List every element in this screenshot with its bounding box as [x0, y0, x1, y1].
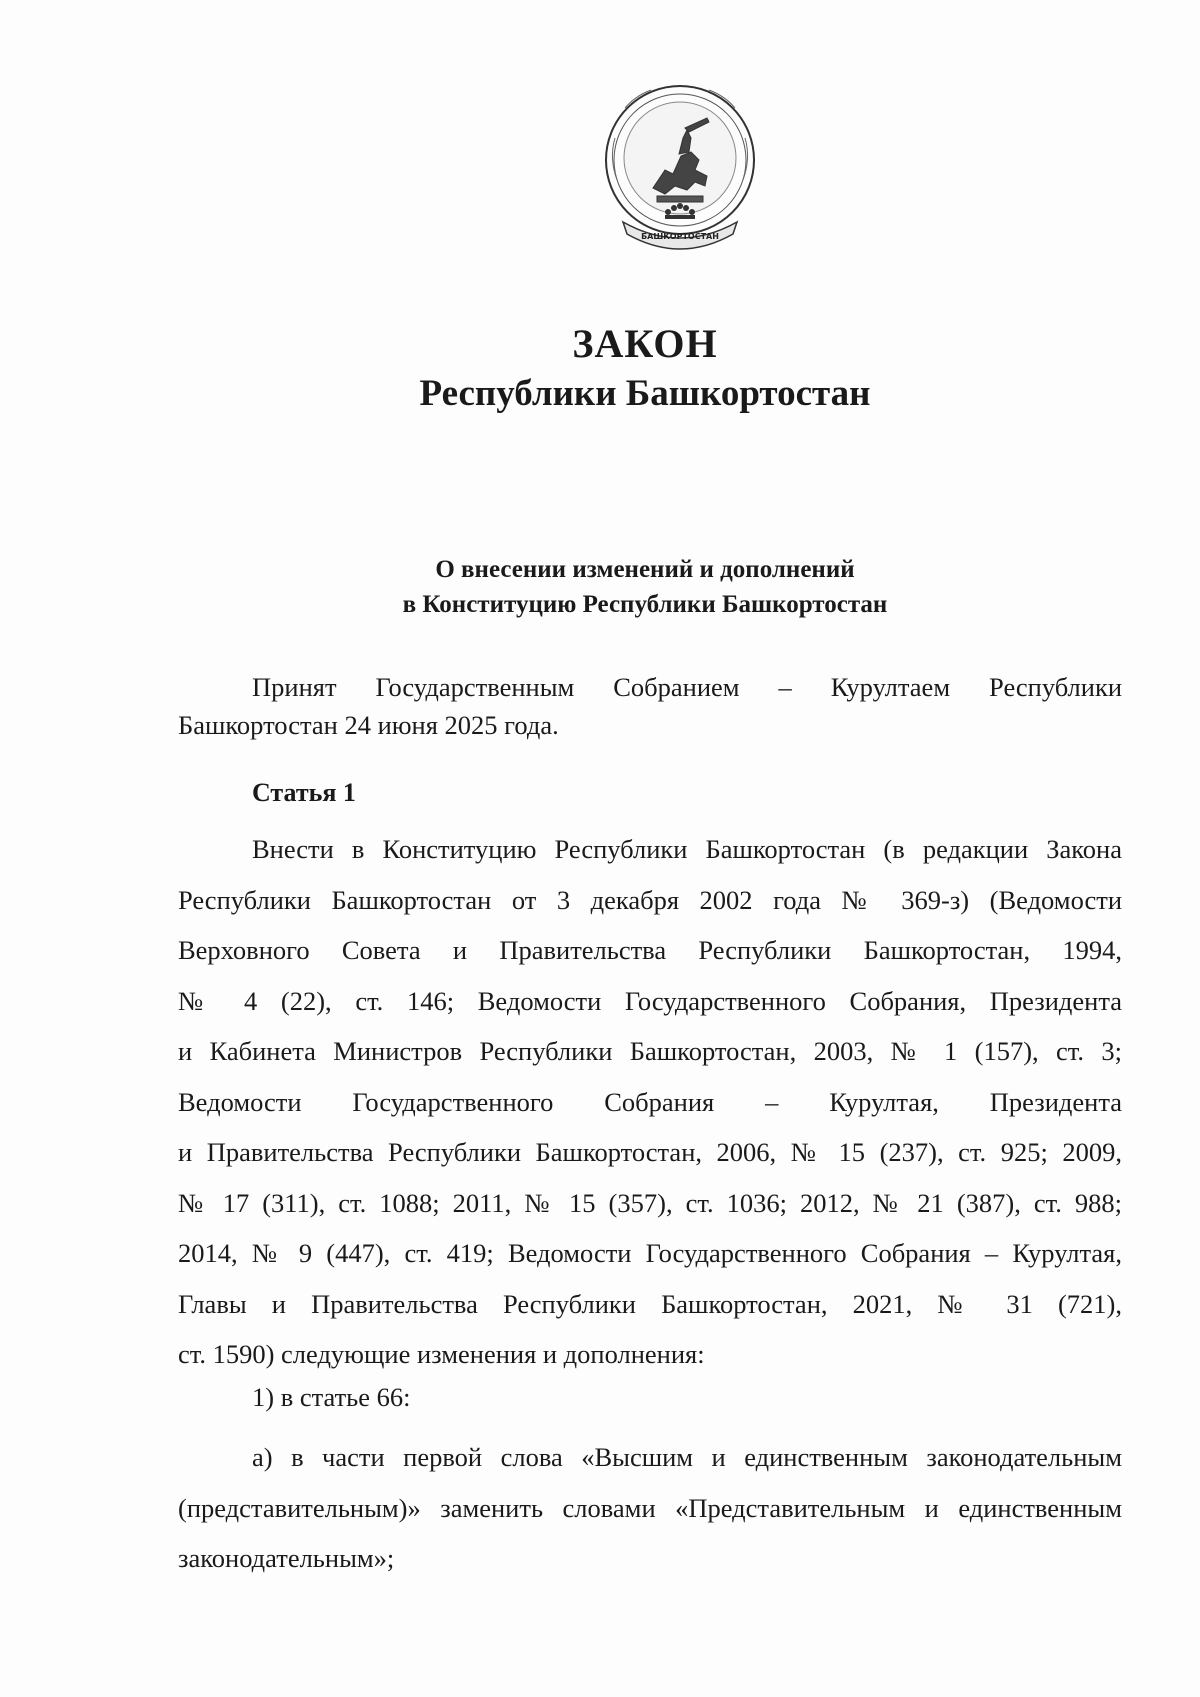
- article-line: 2014, № 9 (447), ст. 419; Ведомости Государственного Собрания – Курултая,: [178, 1238, 1122, 1268]
- article-line: Верховного Совета и Правительства Республики Башкортостан, 1994,: [178, 935, 1122, 965]
- bashkortostan-coat-of-arms-icon: [595, 78, 765, 256]
- article-heading: Статья 1: [252, 778, 356, 807]
- article-line: Главы и Правительства Республики Башкортостан, 2021, № 31 (721),: [178, 1288, 1122, 1319]
- emblem-ribbon-text: БАШКОРТОСТАН: [641, 232, 719, 241]
- article-line: Внести в Конституцию Республики Башкортостан (в редакции Закона: [252, 834, 1122, 864]
- list-item-1: 1) в статье 66:: [252, 1382, 411, 1412]
- item-a-line: а) в части первой слова «Высшим и единственным законодательным: [252, 1442, 1122, 1472]
- item-a-line: законодательным»;: [178, 1543, 395, 1573]
- article-body: [178, 824, 1122, 1380]
- law-subject: [0, 552, 1200, 622]
- document-title: ЗАКОН: [572, 321, 718, 366]
- law-subject-line-1: О внесении изменений и дополнений: [435, 556, 855, 583]
- adoption-line-1: Принят Государственным Собранием – Курултаем Республики: [252, 672, 1122, 702]
- article-line: и Кабинета Министров Республики Башкортостан, 2003, № 1 (157), ст. 3;: [178, 1036, 1122, 1066]
- article-line: № 4 (22), ст. 146; Ведомости Государственного Собрания, Президента: [178, 985, 1122, 1016]
- article-line: ст. 1590) следующие изменения и дополнения:: [178, 1339, 705, 1369]
- article-line: Ведомости Государственного Собрания – Курултая, Президента: [178, 1086, 1122, 1117]
- document-subtitle: Республики Башкортостан: [419, 373, 871, 414]
- list-item-a: [178, 1432, 1122, 1584]
- adoption-note: [178, 668, 1122, 744]
- item-a-line: (представительным)» заменить словами «Представительным и единственным: [178, 1492, 1122, 1523]
- article-line: и Правительства Республики Башкортостан, 2006, № 15 (237), ст. 925; 2009,: [178, 1137, 1122, 1167]
- law-subject-line-2: в Конституцию Республики Башкортостан: [402, 591, 888, 618]
- article-line: Республики Башкортостан от 3 декабря 2002 года № 369-з) (Ведомости: [178, 884, 1122, 915]
- article-line: № 17 (311), ст. 1088; 2011, № 15 (357), ст. 1036; 2012, № 21 (387), ст. 988;: [178, 1187, 1122, 1218]
- adoption-line-2: Башкортостан 24 июня 2025 года.: [178, 710, 559, 740]
